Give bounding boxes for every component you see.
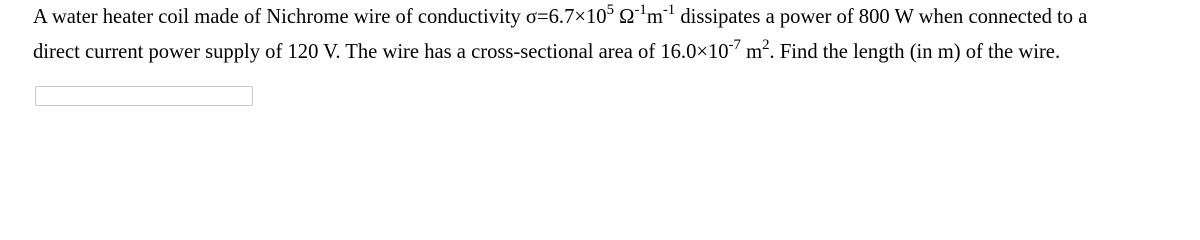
area-exponent: -7 [728, 36, 741, 53]
square-meter-unit: m [740, 41, 763, 63]
question-text [33, 0, 1193, 70]
conductivity-exponent: 5 [606, 1, 615, 18]
meter-exponent: -1 [662, 1, 676, 18]
question-line-2 [33, 35, 1193, 70]
question-line-1-intro: A water heater coil made of Nichrome wire of conductivity σ=6.7×10 [33, 6, 607, 28]
square-meter-exponent: 2 [762, 36, 770, 53]
question-line-2-intro: direct current power supply of 120 V. The wire has a cross-sectional area of 16.0×10 [33, 41, 729, 63]
ohm-exponent: -1 [634, 1, 647, 18]
meter-unit: m [646, 6, 663, 28]
question-line-2-end: . Find the length (in m) of the wire. [769, 41, 1061, 63]
question-line-1 [33, 0, 1193, 35]
ohm-unit: Ω [614, 6, 635, 28]
question-line-1-end: dissipates a power of 800 W when connected to a [675, 6, 1088, 28]
answer-input[interactable] [35, 86, 253, 106]
